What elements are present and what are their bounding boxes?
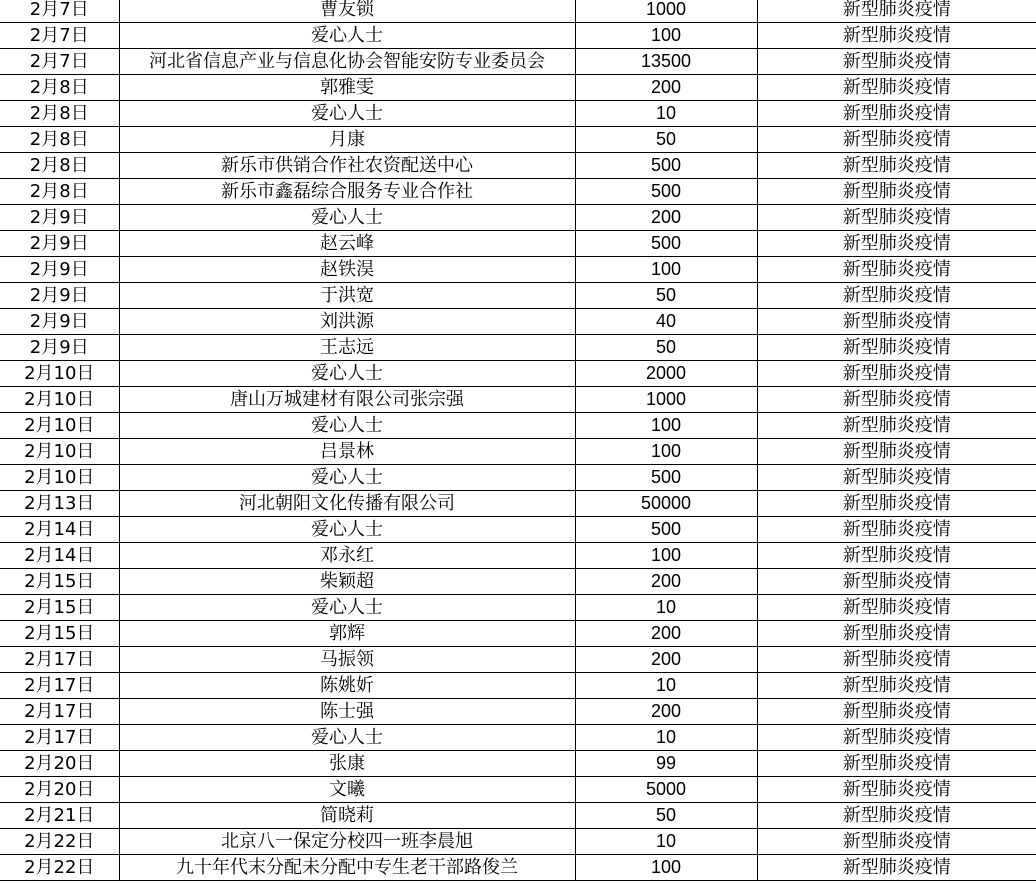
date-cell[interactable]: 2月21日	[0, 803, 119, 829]
donor-cell[interactable]: 邓永红	[119, 543, 575, 569]
amount-cell[interactable]: 500	[575, 153, 757, 179]
purpose-cell[interactable]: 新型肺炎疫情	[757, 75, 1036, 101]
table-row	[0, 725, 1036, 751]
table-row	[0, 127, 1036, 153]
donor-cell[interactable]: 爱心人士	[119, 101, 575, 127]
donor-cell[interactable]: 九十年代末分配未分配中专生老干部路俊兰	[119, 855, 575, 881]
table-row	[0, 413, 1036, 439]
table-row	[0, 23, 1036, 49]
donor-cell[interactable]: 简晓莉	[119, 803, 575, 829]
amount-cell[interactable]: 1000	[575, 387, 757, 413]
table-row	[0, 361, 1036, 387]
table-row	[0, 569, 1036, 595]
donor-cell[interactable]: 柴颖超	[119, 569, 575, 595]
donor-cell[interactable]: 河北省信息产业与信息化协会智能安防专业委员会	[119, 49, 575, 75]
table-row	[0, 439, 1036, 465]
purpose-cell[interactable]: 新型肺炎疫情	[757, 439, 1036, 465]
purpose-cell[interactable]: 新型肺炎疫情	[757, 803, 1036, 829]
purpose-cell[interactable]: 新型肺炎疫情	[757, 517, 1036, 543]
donor-cell[interactable]: 爱心人士	[119, 23, 575, 49]
donor-cell[interactable]: 月康	[119, 127, 575, 153]
amount-cell[interactable]: 200	[575, 621, 757, 647]
donor-cell[interactable]: 文曦	[119, 777, 575, 803]
donor-cell[interactable]: 陈姚妡	[119, 673, 575, 699]
donor-cell[interactable]: 马振领	[119, 647, 575, 673]
amount-cell[interactable]: 50	[575, 127, 757, 153]
date-cell[interactable]: 2月17日	[0, 725, 119, 751]
purpose-cell[interactable]: 新型肺炎疫情	[757, 543, 1036, 569]
table-row	[0, 283, 1036, 309]
purpose-cell[interactable]: 新型肺炎疫情	[757, 127, 1036, 153]
date-cell[interactable]: 2月9日	[0, 257, 119, 283]
donor-cell[interactable]: 吕景林	[119, 439, 575, 465]
date-cell[interactable]: 2月7日	[0, 0, 119, 23]
table-row	[0, 595, 1036, 621]
donor-cell[interactable]: 爱心人士	[119, 465, 575, 491]
date-cell[interactable]: 2月7日	[0, 23, 119, 49]
amount-cell[interactable]: 99	[575, 751, 757, 777]
purpose-cell[interactable]: 新型肺炎疫情	[757, 595, 1036, 621]
amount-cell[interactable]: 50000	[575, 491, 757, 517]
date-cell[interactable]: 2月8日	[0, 75, 119, 101]
date-cell[interactable]: 2月8日	[0, 179, 119, 205]
table-row	[0, 205, 1036, 231]
date-cell[interactable]: 2月9日	[0, 205, 119, 231]
amount-cell[interactable]: 200	[575, 205, 757, 231]
date-cell[interactable]: 2月14日	[0, 543, 119, 569]
amount-cell[interactable]: 500	[575, 517, 757, 543]
table-row	[0, 309, 1036, 335]
purpose-cell[interactable]: 新型肺炎疫情	[757, 777, 1036, 803]
purpose-cell[interactable]: 新型肺炎疫情	[757, 413, 1036, 439]
date-cell[interactable]: 2月15日	[0, 569, 119, 595]
table-row	[0, 257, 1036, 283]
donor-cell[interactable]: 爱心人士	[119, 725, 575, 751]
donor-cell[interactable]: 赵云峰	[119, 231, 575, 257]
table-row	[0, 179, 1036, 205]
amount-cell[interactable]: 1000	[575, 0, 757, 23]
amount-cell[interactable]: 200	[575, 75, 757, 101]
purpose-cell[interactable]: 新型肺炎疫情	[757, 231, 1036, 257]
table-row	[0, 0, 1036, 23]
donor-cell[interactable]: 陈士强	[119, 699, 575, 725]
date-cell[interactable]: 2月9日	[0, 283, 119, 309]
amount-cell[interactable]: 200	[575, 647, 757, 673]
date-cell[interactable]: 2月10日	[0, 413, 119, 439]
amount-cell[interactable]: 10	[575, 101, 757, 127]
purpose-cell[interactable]: 新型肺炎疫情	[757, 855, 1036, 881]
amount-cell[interactable]: 200	[575, 569, 757, 595]
table-row	[0, 829, 1036, 855]
donor-cell[interactable]: 郭辉	[119, 621, 575, 647]
amount-cell[interactable]: 200	[575, 699, 757, 725]
table-row	[0, 803, 1036, 829]
date-cell[interactable]: 2月20日	[0, 777, 119, 803]
purpose-cell[interactable]: 新型肺炎疫情	[757, 257, 1036, 283]
date-cell[interactable]: 2月7日	[0, 49, 119, 75]
purpose-cell[interactable]: 新型肺炎疫情	[757, 725, 1036, 751]
purpose-cell[interactable]: 新型肺炎疫情	[757, 829, 1036, 855]
date-cell[interactable]: 2月8日	[0, 153, 119, 179]
date-cell[interactable]: 2月13日	[0, 491, 119, 517]
donor-cell[interactable]: 新乐市鑫磊综合服务专业合作社	[119, 179, 575, 205]
purpose-cell[interactable]: 新型肺炎疫情	[757, 179, 1036, 205]
purpose-cell[interactable]: 新型肺炎疫情	[757, 0, 1036, 23]
date-cell[interactable]: 2月9日	[0, 309, 119, 335]
donor-cell[interactable]: 唐山万城建材有限公司张宗强	[119, 387, 575, 413]
date-cell[interactable]: 2月10日	[0, 387, 119, 413]
amount-cell[interactable]: 100	[575, 855, 757, 881]
amount-cell[interactable]: 10	[575, 673, 757, 699]
amount-cell[interactable]: 100	[575, 543, 757, 569]
table-row	[0, 647, 1036, 673]
table-row	[0, 153, 1036, 179]
table-row	[0, 491, 1036, 517]
table-row	[0, 855, 1036, 881]
donor-cell[interactable]: 北京八一保定分校四一班李晨旭	[119, 829, 575, 855]
date-cell[interactable]: 2月14日	[0, 517, 119, 543]
purpose-cell[interactable]: 新型肺炎疫情	[757, 673, 1036, 699]
amount-cell[interactable]: 100	[575, 439, 757, 465]
date-cell[interactable]: 2月17日	[0, 673, 119, 699]
table-row	[0, 673, 1036, 699]
donor-cell[interactable]: 爱心人士	[119, 205, 575, 231]
amount-cell[interactable]: 100	[575, 413, 757, 439]
amount-cell[interactable]: 40	[575, 309, 757, 335]
table-row	[0, 465, 1036, 491]
table-row	[0, 75, 1036, 101]
amount-cell[interactable]: 50	[575, 283, 757, 309]
date-cell[interactable]: 2月9日	[0, 335, 119, 361]
date-cell[interactable]: 2月8日	[0, 127, 119, 153]
purpose-cell[interactable]: 新型肺炎疫情	[757, 569, 1036, 595]
donor-cell[interactable]: 张康	[119, 751, 575, 777]
purpose-cell[interactable]: 新型肺炎疫情	[757, 153, 1036, 179]
purpose-cell[interactable]: 新型肺炎疫情	[757, 361, 1036, 387]
donor-cell[interactable]: 王志远	[119, 335, 575, 361]
purpose-cell[interactable]: 新型肺炎疫情	[757, 465, 1036, 491]
purpose-cell[interactable]: 新型肺炎疫情	[757, 335, 1036, 361]
date-cell[interactable]: 2月15日	[0, 595, 119, 621]
purpose-cell[interactable]: 新型肺炎疫情	[757, 751, 1036, 777]
table-row	[0, 777, 1036, 803]
amount-cell[interactable]: 50	[575, 335, 757, 361]
table-row	[0, 101, 1036, 127]
amount-cell[interactable]: 500	[575, 465, 757, 491]
amount-cell[interactable]: 500	[575, 231, 757, 257]
amount-cell[interactable]: 13500	[575, 49, 757, 75]
table-row	[0, 49, 1036, 75]
table-row	[0, 543, 1036, 569]
date-cell[interactable]: 2月17日	[0, 699, 119, 725]
purpose-cell[interactable]: 新型肺炎疫情	[757, 205, 1036, 231]
date-cell[interactable]: 2月8日	[0, 101, 119, 127]
purpose-cell[interactable]: 新型肺炎疫情	[757, 101, 1036, 127]
donor-cell[interactable]: 爱心人士	[119, 361, 575, 387]
amount-cell[interactable]: 100	[575, 23, 757, 49]
table-row	[0, 517, 1036, 543]
purpose-cell[interactable]: 新型肺炎疫情	[757, 309, 1036, 335]
purpose-cell[interactable]: 新型肺炎疫情	[757, 621, 1036, 647]
table-row	[0, 387, 1036, 413]
amount-cell[interactable]: 2000	[575, 361, 757, 387]
amount-cell[interactable]: 100	[575, 257, 757, 283]
table-row	[0, 231, 1036, 257]
donor-cell[interactable]: 爱心人士	[119, 517, 575, 543]
date-cell[interactable]: 2月10日	[0, 361, 119, 387]
date-cell[interactable]: 2月10日	[0, 439, 119, 465]
donor-cell[interactable]: 于洪宽	[119, 283, 575, 309]
amount-cell[interactable]: 10	[575, 725, 757, 751]
date-cell[interactable]: 2月17日	[0, 647, 119, 673]
date-cell[interactable]: 2月20日	[0, 751, 119, 777]
table-row	[0, 621, 1036, 647]
amount-cell[interactable]: 500	[575, 179, 757, 205]
purpose-cell[interactable]: 新型肺炎疫情	[757, 699, 1036, 725]
amount-cell[interactable]: 5000	[575, 777, 757, 803]
date-cell[interactable]: 2月9日	[0, 231, 119, 257]
purpose-cell[interactable]: 新型肺炎疫情	[757, 491, 1036, 517]
amount-cell[interactable]: 50	[575, 803, 757, 829]
donor-cell[interactable]: 曹友锁	[119, 0, 575, 23]
date-cell[interactable]: 2月22日	[0, 855, 119, 881]
purpose-cell[interactable]: 新型肺炎疫情	[757, 283, 1036, 309]
table-row	[0, 699, 1036, 725]
purpose-cell[interactable]: 新型肺炎疫情	[757, 23, 1036, 49]
donor-cell[interactable]: 赵铁淏	[119, 257, 575, 283]
donor-cell[interactable]: 爱心人士	[119, 413, 575, 439]
table-row	[0, 335, 1036, 361]
purpose-cell[interactable]: 新型肺炎疫情	[757, 387, 1036, 413]
amount-cell[interactable]: 10	[575, 595, 757, 621]
purpose-cell[interactable]: 新型肺炎疫情	[757, 647, 1036, 673]
date-cell[interactable]: 2月22日	[0, 829, 119, 855]
donor-cell[interactable]: 刘洪源	[119, 309, 575, 335]
date-cell[interactable]: 2月10日	[0, 465, 119, 491]
date-cell[interactable]: 2月15日	[0, 621, 119, 647]
donor-cell[interactable]: 郭雅雯	[119, 75, 575, 101]
donor-cell[interactable]: 新乐市供销合作社农资配送中心	[119, 153, 575, 179]
purpose-cell[interactable]: 新型肺炎疫情	[757, 49, 1036, 75]
table-row	[0, 751, 1036, 777]
donor-cell[interactable]: 爱心人士	[119, 595, 575, 621]
donor-cell[interactable]: 河北朝阳文化传播有限公司	[119, 491, 575, 517]
amount-cell[interactable]: 10	[575, 829, 757, 855]
